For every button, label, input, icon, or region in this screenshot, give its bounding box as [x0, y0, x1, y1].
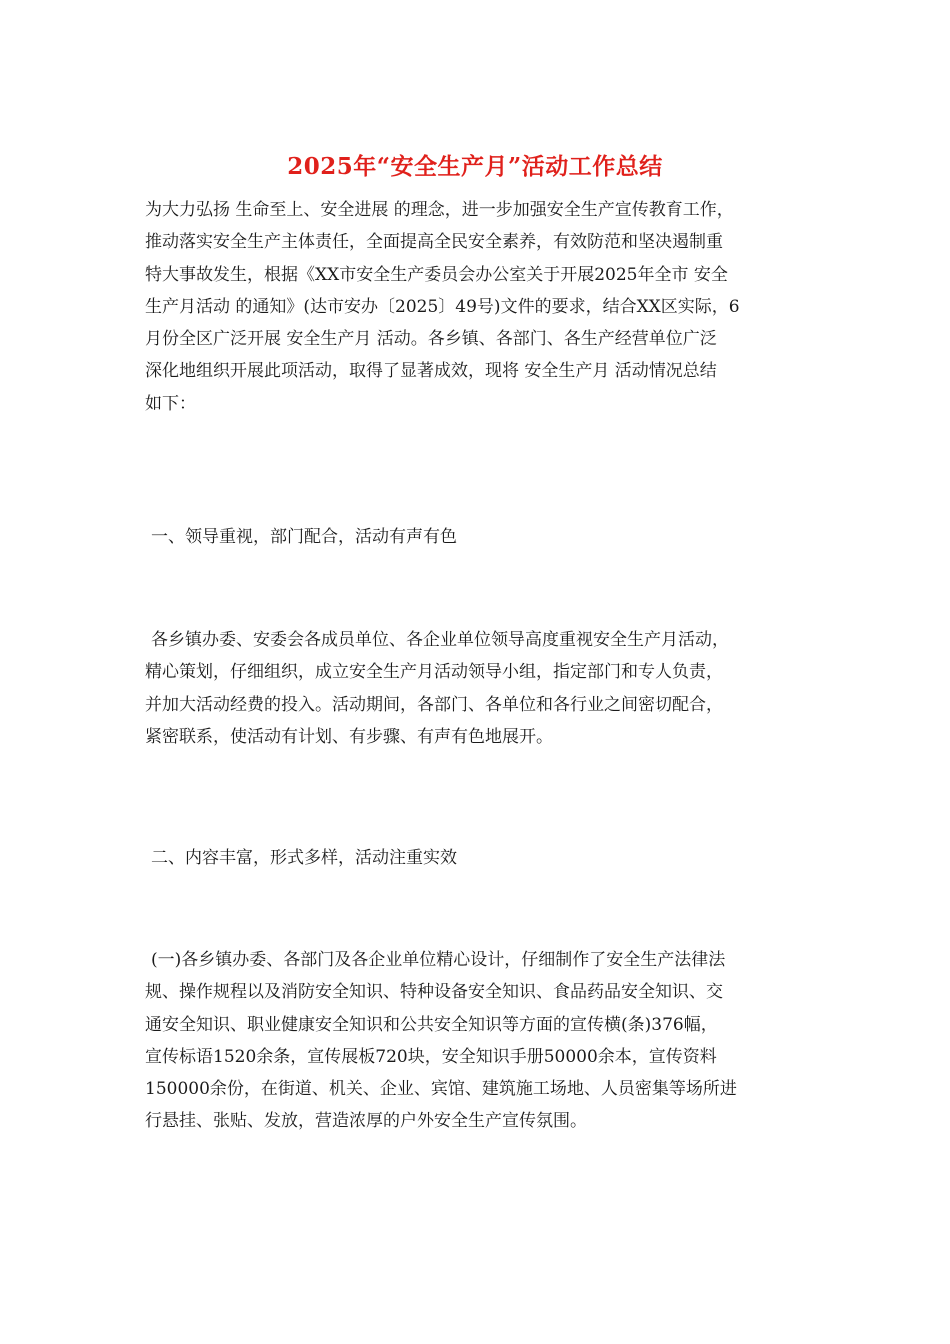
section-2-heading: 二、内容丰富，形式多样，活动注重实效: [151, 848, 457, 868]
section-2-line: 150000余份，在街道、机关、企业、宾馆、建筑施工场地、人员密集等场所进: [145, 1079, 737, 1100]
intro-line: 月份全区广泛开展 安全生产月 活动。各乡镇、各部门、各生产经营单位广泛: [145, 329, 717, 350]
section-2-paragraph: [145, 944, 811, 1138]
section-2-line: 宣传标语1520余条，宣传展板720块，安全知识手册50000余本，宣传资料: [145, 1046, 717, 1067]
intro-line: 如下：: [145, 393, 196, 414]
section-1-heading: 一、领导重视，部门配合，活动有声有色: [151, 527, 457, 547]
section-2-line: 通安全知识、职业健康安全知识和公共安全知识等方面的宣传横(条)376幅，: [145, 1014, 718, 1035]
section-1-line: 并加大活动经费的投入。活动期间，各部门、各单位和各行业之间密切配合，: [145, 694, 723, 715]
section-1-line: 精心策划，仔细组织，成立安全生产月活动领导小组，指定部门和专人负责，: [145, 662, 723, 683]
intro-line: 特大事故发生，根据《XX市安全生产委员会办公室关于开展2025年全市 安全: [145, 264, 728, 285]
section-2-line: 规、操作规程以及消防安全知识、特种设备安全知识、食品药品安全知识、交: [145, 982, 723, 1003]
section-1-line: 各乡镇办委、安委会各成员单位、各企业单位领导高度重视安全生产月活动，: [151, 630, 729, 650]
section-1-line: 紧密联系，使活动有计划、有步骤、有声有色地展开。: [145, 726, 553, 747]
intro-line: 深化地组织开展此项活动，取得了显著成效，现将 安全生产月 活动情况总结: [145, 361, 717, 382]
section-1-paragraph: [145, 624, 811, 753]
document-title: 2025年“安全生产月”活动工作总结: [287, 153, 663, 180]
section-2-line: (一)各乡镇办委、各部门及各企业单位精心设计，仔细制作了安全生产法律法: [151, 950, 726, 970]
section-2-line: 行悬挂、张贴、发放，营造浓厚的户外安全生产宣传氛围。: [145, 1111, 587, 1132]
intro-paragraph: [145, 194, 810, 420]
intro-line: 推动落实安全生产主体责任，全面提高全民安全素养，有效防范和坚决遏制重: [145, 232, 723, 253]
intro-line: 为大力弘扬 生命至上、安全进展 的理念，进一步加强安全生产宣传教育工作，: [145, 200, 734, 220]
intro-line: 生产月活动 的通知》(达市安办〔2025〕49号)文件的要求，结合XX区实际，6: [145, 296, 740, 317]
